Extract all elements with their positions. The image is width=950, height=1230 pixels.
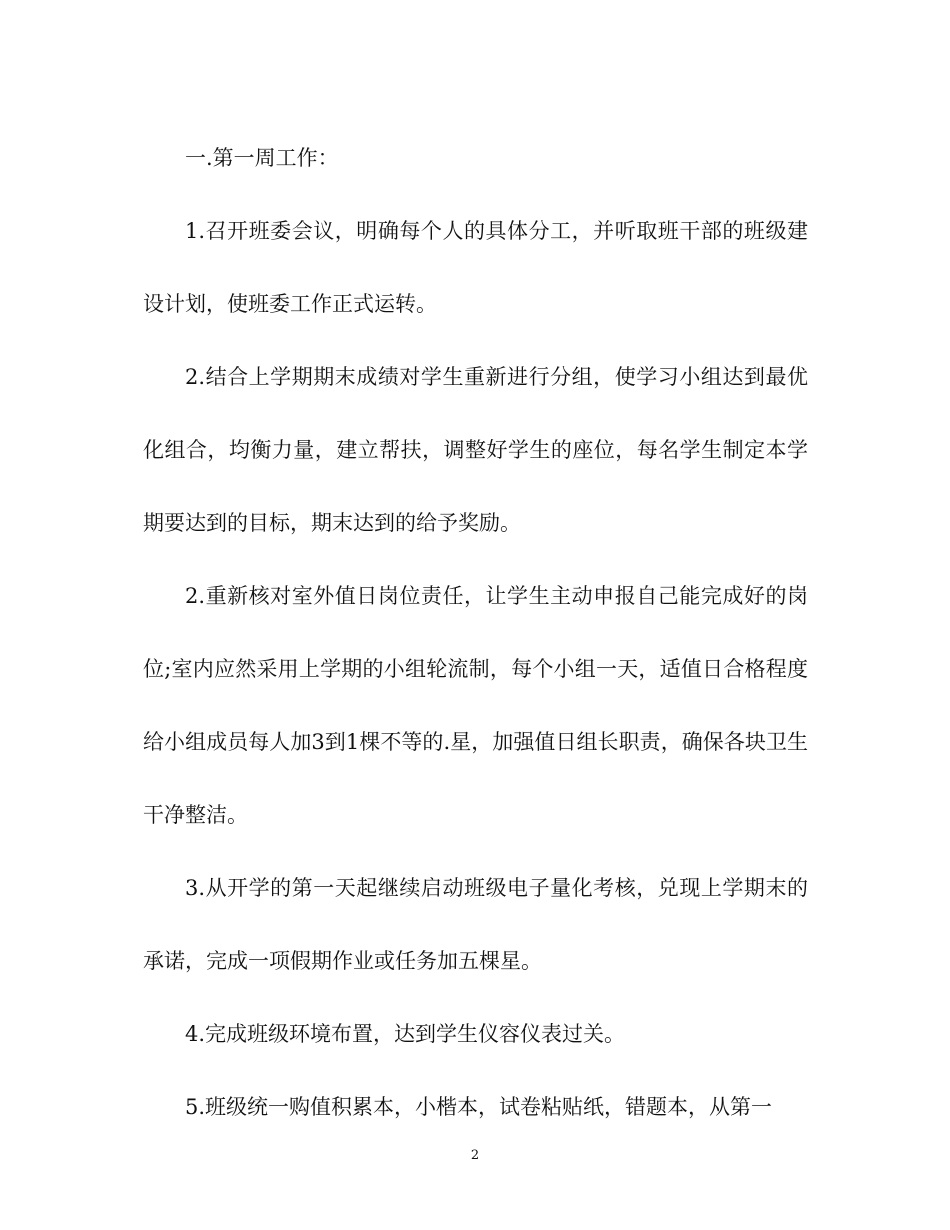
paragraph-item-5: 5.班级统一购值积累本，小楷本，试卷粘贴纸，错题本，从第一: [185, 1095, 773, 1119]
page-number: 2: [470, 1148, 480, 1163]
paragraph-item-1: 1.召开班委会议，明确每个人的具体分工，并听取班干部的班级建设计划，使班委工作正式运转。: [143, 219, 808, 316]
paragraph-item-2: 2.结合上学期期末成绩对学生重新进行分组，使学习小组达到最优化组合，均衡力量，建立帮扶，调整好学生的座位，每名学生制定本学期要达到的目标，期末达到的给予奖励。: [143, 365, 808, 535]
paragraph-item-4: 4.完成班级环境布置，达到学生仪容仪表过关。: [185, 1022, 626, 1046]
section-heading: 一.第一周工作：: [185, 146, 339, 170]
document-body: [143, 122, 808, 1144]
paragraph-item-2b: 2.重新核对室外值日岗位责任，让学生主动申报自己能完成好的岗位;室内应然采用上学期的小组轮流制，每个小组一天，适值日合格程度给小组成员每人加3到1棵不等的.星，加强值日组长职责，确保各块卫生干净整洁。: [143, 584, 808, 827]
paragraph-item-3: 3.从开学的第一天起继续启动班级电子量化考核，兑现上学期末的承诺，完成一项假期作业或任务加五棵星。: [143, 876, 808, 973]
